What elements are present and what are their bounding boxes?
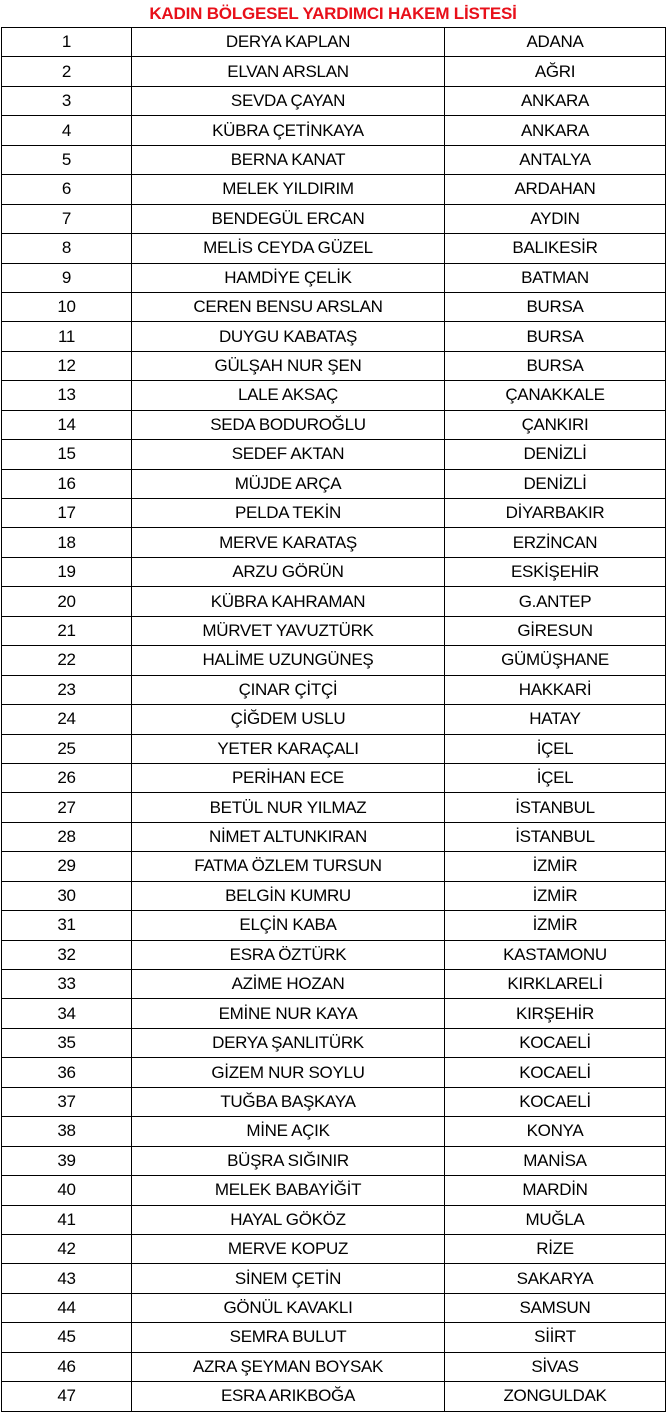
table-row — [2, 999, 666, 1028]
row-number: 35 — [2, 1028, 132, 1057]
table-row — [2, 763, 666, 792]
row-number: 2 — [2, 57, 132, 86]
referee-table-body — [2, 28, 666, 1412]
row-number: 18 — [2, 528, 132, 557]
referee-name: YETER KARAÇALI — [132, 734, 445, 763]
referee-city: İZMİR — [445, 911, 666, 940]
table-row — [2, 86, 666, 115]
referee-name: PERİHAN ECE — [132, 763, 445, 792]
row-number: 6 — [2, 175, 132, 204]
table-row — [2, 587, 666, 616]
referee-name: DUYGU KABATAŞ — [132, 322, 445, 351]
table-row — [2, 351, 666, 380]
referee-city: DENİZLİ — [445, 440, 666, 469]
row-number: 42 — [2, 1234, 132, 1263]
referee-name: MÜJDE ARÇA — [132, 469, 445, 498]
table-row — [2, 1323, 666, 1352]
referee-city: MARDİN — [445, 1176, 666, 1205]
referee-city: HATAY — [445, 705, 666, 734]
referee-name: KÜBRA KAHRAMAN — [132, 587, 445, 616]
table-row — [2, 734, 666, 763]
referee-name: SEDA BODUROĞLU — [132, 410, 445, 439]
referee-city: ANTALYA — [445, 145, 666, 174]
table-row — [2, 675, 666, 704]
referee-city: ÇANAKKALE — [445, 381, 666, 410]
referee-name: PELDA TEKİN — [132, 499, 445, 528]
row-number: 37 — [2, 1087, 132, 1116]
table-row — [2, 793, 666, 822]
row-number: 25 — [2, 734, 132, 763]
referee-city: ADANA — [445, 28, 666, 57]
referee-name: BETÜL NUR YILMAZ — [132, 793, 445, 822]
referee-city: MANİSA — [445, 1146, 666, 1175]
table-row — [2, 1234, 666, 1263]
referee-city: İZMİR — [445, 852, 666, 881]
referee-name: EMİNE NUR KAYA — [132, 999, 445, 1028]
referee-city: KOCAELİ — [445, 1028, 666, 1057]
referee-city: SİİRT — [445, 1323, 666, 1352]
row-number: 13 — [2, 381, 132, 410]
referee-city: KOCAELİ — [445, 1058, 666, 1087]
row-number: 3 — [2, 86, 132, 115]
referee-city: BURSA — [445, 292, 666, 321]
referee-name: AZİME HOZAN — [132, 970, 445, 999]
row-number: 5 — [2, 145, 132, 174]
table-row — [2, 263, 666, 292]
referee-name: BERNA KANAT — [132, 145, 445, 174]
row-number: 14 — [2, 410, 132, 439]
row-number: 12 — [2, 351, 132, 380]
table-row — [2, 616, 666, 645]
referee-name: ÇINAR ÇİTÇİ — [132, 675, 445, 704]
table-row — [2, 57, 666, 86]
referee-name: ELÇİN KABA — [132, 911, 445, 940]
referee-city: İZMİR — [445, 881, 666, 910]
row-number: 15 — [2, 440, 132, 469]
referee-name: BENDEGÜL ERCAN — [132, 204, 445, 233]
table-row — [2, 528, 666, 557]
referee-name: ARZU GÖRÜN — [132, 557, 445, 586]
table-row — [2, 499, 666, 528]
row-number: 31 — [2, 911, 132, 940]
referee-name: ELVAN ARSLAN — [132, 57, 445, 86]
referee-city: ANKARA — [445, 86, 666, 115]
table-row — [2, 940, 666, 969]
row-number: 27 — [2, 793, 132, 822]
table-row — [2, 970, 666, 999]
referee-name: MELEK BABAYİĞİT — [132, 1176, 445, 1205]
referee-city: İSTANBUL — [445, 793, 666, 822]
referee-name: DERYA ŞANLITÜRK — [132, 1028, 445, 1057]
row-number: 38 — [2, 1117, 132, 1146]
row-number: 11 — [2, 322, 132, 351]
row-number: 44 — [2, 1293, 132, 1322]
row-number: 39 — [2, 1146, 132, 1175]
table-row — [2, 1087, 666, 1116]
table-row — [2, 911, 666, 940]
referee-city: HAKKARİ — [445, 675, 666, 704]
table-row — [2, 1176, 666, 1205]
referee-city: BURSA — [445, 351, 666, 380]
referee-name: ESRA ARIKBOĞA — [132, 1382, 445, 1411]
referee-city: GİRESUN — [445, 616, 666, 645]
referee-city: ZONGULDAK — [445, 1382, 666, 1411]
row-number: 22 — [2, 646, 132, 675]
referee-name: BELGİN KUMRU — [132, 881, 445, 910]
referee-city: BALIKESİR — [445, 234, 666, 263]
referee-name: AZRA ŞEYMAN BOYSAK — [132, 1352, 445, 1381]
table-row — [2, 1146, 666, 1175]
referee-city: SİVAS — [445, 1352, 666, 1381]
referee-city: AYDIN — [445, 204, 666, 233]
page-title: KADIN BÖLGESEL YARDIMCI HAKEM LİSTESİ — [149, 4, 517, 23]
referee-name: TUĞBA BAŞKAYA — [132, 1087, 445, 1116]
referee-city: KIRŞEHİR — [445, 999, 666, 1028]
referee-name: HAMDİYE ÇELİK — [132, 263, 445, 292]
table-row — [2, 1352, 666, 1381]
referee-city: BURSA — [445, 322, 666, 351]
referee-name: LALE AKSAÇ — [132, 381, 445, 410]
row-number: 19 — [2, 557, 132, 586]
row-number: 1 — [2, 28, 132, 57]
table-row — [2, 646, 666, 675]
referee-city: SAMSUN — [445, 1293, 666, 1322]
referee-city: MUĞLA — [445, 1205, 666, 1234]
referee-name: KÜBRA ÇETİNKAYA — [132, 116, 445, 145]
table-row — [2, 175, 666, 204]
table-row — [2, 292, 666, 321]
row-number: 29 — [2, 852, 132, 881]
row-number: 16 — [2, 469, 132, 498]
referee-city: G.ANTEP — [445, 587, 666, 616]
referee-name: SEMRA BULUT — [132, 1323, 445, 1352]
row-number: 43 — [2, 1264, 132, 1293]
referee-city: GÜMÜŞHANE — [445, 646, 666, 675]
row-number: 26 — [2, 763, 132, 792]
table-row — [2, 469, 666, 498]
table-row — [2, 28, 666, 57]
table-row — [2, 1058, 666, 1087]
table-row — [2, 234, 666, 263]
table-row — [2, 145, 666, 174]
referee-name: DERYA KAPLAN — [132, 28, 445, 57]
row-number: 40 — [2, 1176, 132, 1205]
referee-city: BATMAN — [445, 263, 666, 292]
referee-name: GÖNÜL KAVAKLI — [132, 1293, 445, 1322]
referee-city: DİYARBAKIR — [445, 499, 666, 528]
table-row — [2, 1293, 666, 1322]
referee-city: İÇEL — [445, 763, 666, 792]
referee-city: ÇANKIRI — [445, 410, 666, 439]
referee-name: SEVDA ÇAYAN — [132, 86, 445, 115]
referee-city: RİZE — [445, 1234, 666, 1263]
row-number: 47 — [2, 1382, 132, 1411]
referee-city: KASTAMONU — [445, 940, 666, 969]
row-number: 45 — [2, 1323, 132, 1352]
referee-name: MÜRVET YAVUZTÜRK — [132, 616, 445, 645]
row-number: 24 — [2, 705, 132, 734]
row-number: 46 — [2, 1352, 132, 1381]
referee-name: FATMA ÖZLEM TURSUN — [132, 852, 445, 881]
referee-name: SEDEF AKTAN — [132, 440, 445, 469]
referee-name: MERVE KARATAŞ — [132, 528, 445, 557]
referee-name: MELEK YILDIRIM — [132, 175, 445, 204]
referee-name: ESRA ÖZTÜRK — [132, 940, 445, 969]
table-row — [2, 705, 666, 734]
referee-name: NİMET ALTUNKIRAN — [132, 822, 445, 851]
table-row — [2, 881, 666, 910]
table-row — [2, 440, 666, 469]
row-number: 10 — [2, 292, 132, 321]
row-number: 28 — [2, 822, 132, 851]
referee-city: KIRKLARELİ — [445, 970, 666, 999]
table-row — [2, 1117, 666, 1146]
row-number: 8 — [2, 234, 132, 263]
table-row — [2, 1382, 666, 1411]
table-row — [2, 852, 666, 881]
referee-city: ANKARA — [445, 116, 666, 145]
table-row — [2, 322, 666, 351]
row-number: 30 — [2, 881, 132, 910]
referee-city: ARDAHAN — [445, 175, 666, 204]
row-number: 32 — [2, 940, 132, 969]
referee-name: MERVE KOPUZ — [132, 1234, 445, 1263]
referee-city: ERZİNCAN — [445, 528, 666, 557]
table-row — [2, 381, 666, 410]
table-row — [2, 116, 666, 145]
referee-city: SAKARYA — [445, 1264, 666, 1293]
referee-city: KONYA — [445, 1117, 666, 1146]
table-row — [2, 822, 666, 851]
referee-name: GÜLŞAH NUR ŞEN — [132, 351, 445, 380]
referee-name: HALİME UZUNGÜNEŞ — [132, 646, 445, 675]
table-row — [2, 557, 666, 586]
row-number: 9 — [2, 263, 132, 292]
referee-table — [1, 27, 666, 1412]
table-row — [2, 1205, 666, 1234]
row-number: 7 — [2, 204, 132, 233]
row-number: 17 — [2, 499, 132, 528]
referee-city: AĞRI — [445, 57, 666, 86]
row-number: 23 — [2, 675, 132, 704]
referee-name: SİNEM ÇETİN — [132, 1264, 445, 1293]
row-number: 4 — [2, 116, 132, 145]
table-row — [2, 1028, 666, 1057]
row-number: 41 — [2, 1205, 132, 1234]
referee-city: DENİZLİ — [445, 469, 666, 498]
referee-name: HAYAL GÖKÖZ — [132, 1205, 445, 1234]
table-row — [2, 410, 666, 439]
row-number: 36 — [2, 1058, 132, 1087]
row-number: 34 — [2, 999, 132, 1028]
table-row — [2, 204, 666, 233]
referee-name: BÜŞRA SIĞINIR — [132, 1146, 445, 1175]
referee-city: ESKİŞEHİR — [445, 557, 666, 586]
row-number: 20 — [2, 587, 132, 616]
row-number: 33 — [2, 970, 132, 999]
referee-name: CEREN BENSU ARSLAN — [132, 292, 445, 321]
referee-name: MİNE AÇIK — [132, 1117, 445, 1146]
row-number: 21 — [2, 616, 132, 645]
referee-name: MELİS CEYDA GÜZEL — [132, 234, 445, 263]
referee-name: ÇİĞDEM USLU — [132, 705, 445, 734]
referee-city: KOCAELİ — [445, 1087, 666, 1116]
referee-name: GİZEM NUR SOYLU — [132, 1058, 445, 1087]
referee-city: İÇEL — [445, 734, 666, 763]
referee-city: İSTANBUL — [445, 822, 666, 851]
table-row — [2, 1264, 666, 1293]
